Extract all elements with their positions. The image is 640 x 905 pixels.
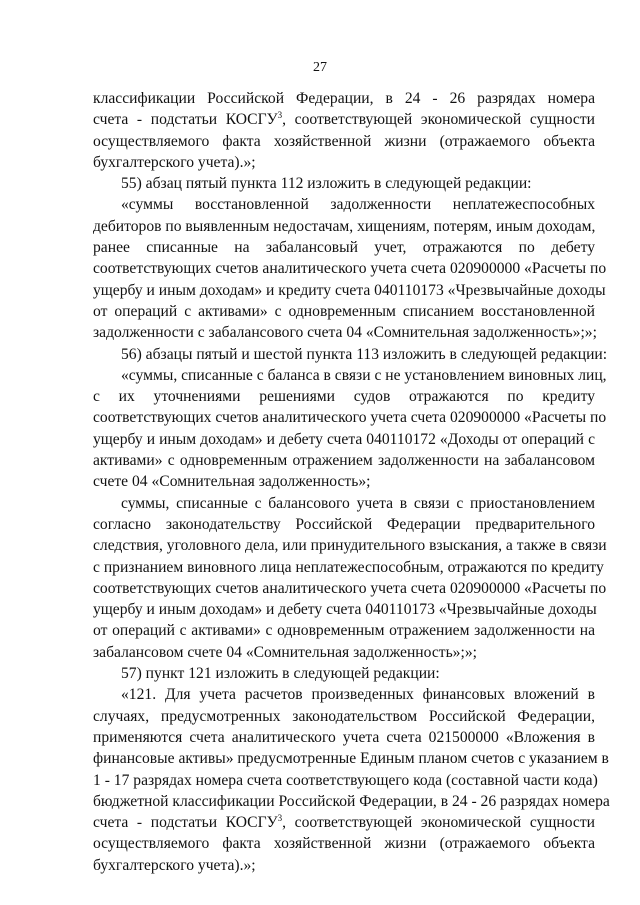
text-line	[93, 152, 595, 173]
text-line	[93, 493, 595, 514]
paragraph	[93, 173, 595, 194]
text-line	[93, 450, 595, 471]
line-text: применяются счета аналитического учета счета 021500000 «Вложения в	[93, 728, 595, 746]
text-line	[93, 258, 607, 279]
line-text: «121. Для учета расчетов произведенных финансовых вложений в	[121, 686, 595, 704]
paragraph	[93, 684, 610, 876]
text-line	[93, 365, 607, 386]
text-line	[93, 770, 598, 791]
text-line	[93, 407, 607, 428]
text-line	[93, 344, 608, 365]
text-line	[93, 514, 595, 535]
text-line	[93, 684, 595, 705]
line-text: активами» с одновременным отражением задолженности на забалансовом	[93, 452, 595, 470]
line-text: 57) пункт 121 изложить в следующей редакции:	[121, 665, 440, 683]
text-line	[93, 620, 595, 641]
text-line	[93, 812, 595, 833]
text-line	[93, 471, 595, 492]
line-text: осуществляемого факта хозяйственной жизни (отражаемого объекта	[93, 835, 595, 853]
line-text: финансовые активы» предусмотренные Единым планом счетов с указанием в	[93, 750, 609, 768]
paragraph	[93, 344, 608, 365]
text-line	[93, 663, 595, 684]
text-line	[93, 429, 595, 450]
line-text-continued: , соответствующей экономической сущности	[282, 111, 595, 129]
line-text: «суммы восстановленной задолженности неплатежеспособных	[121, 196, 595, 214]
text-line	[93, 131, 595, 152]
line-text: бухгалтерского учета).»;	[93, 856, 256, 874]
text-line	[93, 173, 595, 194]
line-text: с признанием виновного лица неплатежеспособным, отражаются по кредиту	[93, 558, 604, 576]
line-text: ущербу и иным доходам» и кредиту счета 040110173 «Чрезвычайные доходы	[93, 281, 606, 299]
line-text: осуществляемого факта хозяйственной жизни (отражаемого объекта	[93, 132, 595, 150]
line-text: «суммы, списанные с баланса в связи с не установлением виновных лиц,	[121, 366, 607, 384]
paragraph	[93, 88, 595, 173]
text-line	[93, 301, 595, 322]
paragraph	[93, 493, 607, 663]
line-text: суммы, списанные с балансового учета в связи с приостановлением	[121, 494, 595, 512]
text-line	[93, 386, 595, 407]
text-line	[93, 535, 607, 556]
paragraph	[93, 663, 595, 684]
line-text: от операций с активами» с одновременным списанием восстановленной	[93, 302, 595, 320]
text-line	[93, 599, 595, 620]
line-text: счета - подстатьи КОСГУ	[93, 814, 278, 832]
line-text: ранее списанные на забалансовый учет, отражаются по дебету	[93, 239, 595, 257]
line-text: следствия, уголовного дела, или принудительного взыскания, а также в связи	[93, 537, 607, 555]
text-line	[93, 280, 606, 301]
text-line	[93, 748, 609, 769]
line-text: согласно законодательству Российской Федерации предварительного	[93, 515, 595, 533]
line-text-continued: , соответствующей экономической сущности	[282, 814, 595, 832]
text-line	[93, 216, 595, 237]
line-text: бухгалтерского учета).»;	[93, 153, 256, 171]
paragraph	[93, 194, 607, 343]
footnote-ref: 3	[277, 813, 283, 824]
text-line	[93, 237, 595, 258]
line-text: соответствующих счетов аналитического учета счета 020900000 «Расчеты по	[93, 260, 607, 278]
line-text: 56) абзацы пятый и шестой пункта 113 изложить в следующей редакции:	[121, 345, 608, 363]
line-text: от операций с активами» с одновременным отражением задолженности на	[93, 622, 595, 640]
line-text: счета - подстатьи КОСГУ	[93, 111, 278, 129]
line-text: с их уточнениями решениями судов отражаются по кредиту	[93, 388, 595, 406]
line-text: 55) абзац пятый пункта 112 изложить в следующей редакции:	[121, 175, 532, 193]
text-line	[93, 706, 595, 727]
text-line	[93, 833, 595, 854]
line-text: классификации Российской Федерации, в 24 - 26 разрядах номера	[93, 90, 595, 107]
line-text: соответствующих счетов аналитического учета счета 020900000 «Расчеты по	[93, 579, 607, 597]
line-text: соответствующих счетов аналитического учета счета 020900000 «Расчеты по	[93, 409, 607, 427]
line-text: случаях, предусмотренных законодательством Российской Федерации,	[93, 707, 595, 725]
document-body	[93, 88, 610, 876]
text-line	[93, 109, 595, 130]
text-line	[93, 855, 595, 876]
text-line	[93, 322, 595, 343]
text-line	[93, 578, 607, 599]
text-line	[93, 557, 604, 578]
line-text: 1 - 17 разрядах номера счета соответствующего кода (составной части кода)	[93, 771, 598, 789]
page-number: 27	[313, 60, 327, 75]
footnote-ref: 3	[277, 110, 283, 121]
text-line	[93, 194, 595, 215]
line-text: бюджетной классификации Российской Федерации, в 24 - 26 разрядах номера	[93, 792, 610, 810]
line-text: счете 04 «Сомнительная задолженность»;	[93, 473, 371, 491]
text-line	[93, 791, 610, 812]
line-text: ущербу и иным доходам» и дебету счета 040110172 «Доходы от операций с	[93, 430, 595, 448]
text-line	[93, 727, 595, 748]
paragraph	[93, 365, 607, 493]
line-text: ущербу и иным доходам» и дебету счета 040110173 «Чрезвычайные доходы	[93, 601, 597, 619]
line-text: дебиторов по выявленным недостачам, хищениям, потерям, иным доходам,	[93, 217, 596, 235]
line-text: забалансовом счете 04 «Сомнительная задолженность»;»;	[93, 643, 477, 661]
line-text: задолженности с забалансового счета 04 «Сомнительная задолженность»;»;	[93, 324, 597, 342]
text-line	[93, 642, 595, 663]
text-line	[93, 88, 595, 109]
